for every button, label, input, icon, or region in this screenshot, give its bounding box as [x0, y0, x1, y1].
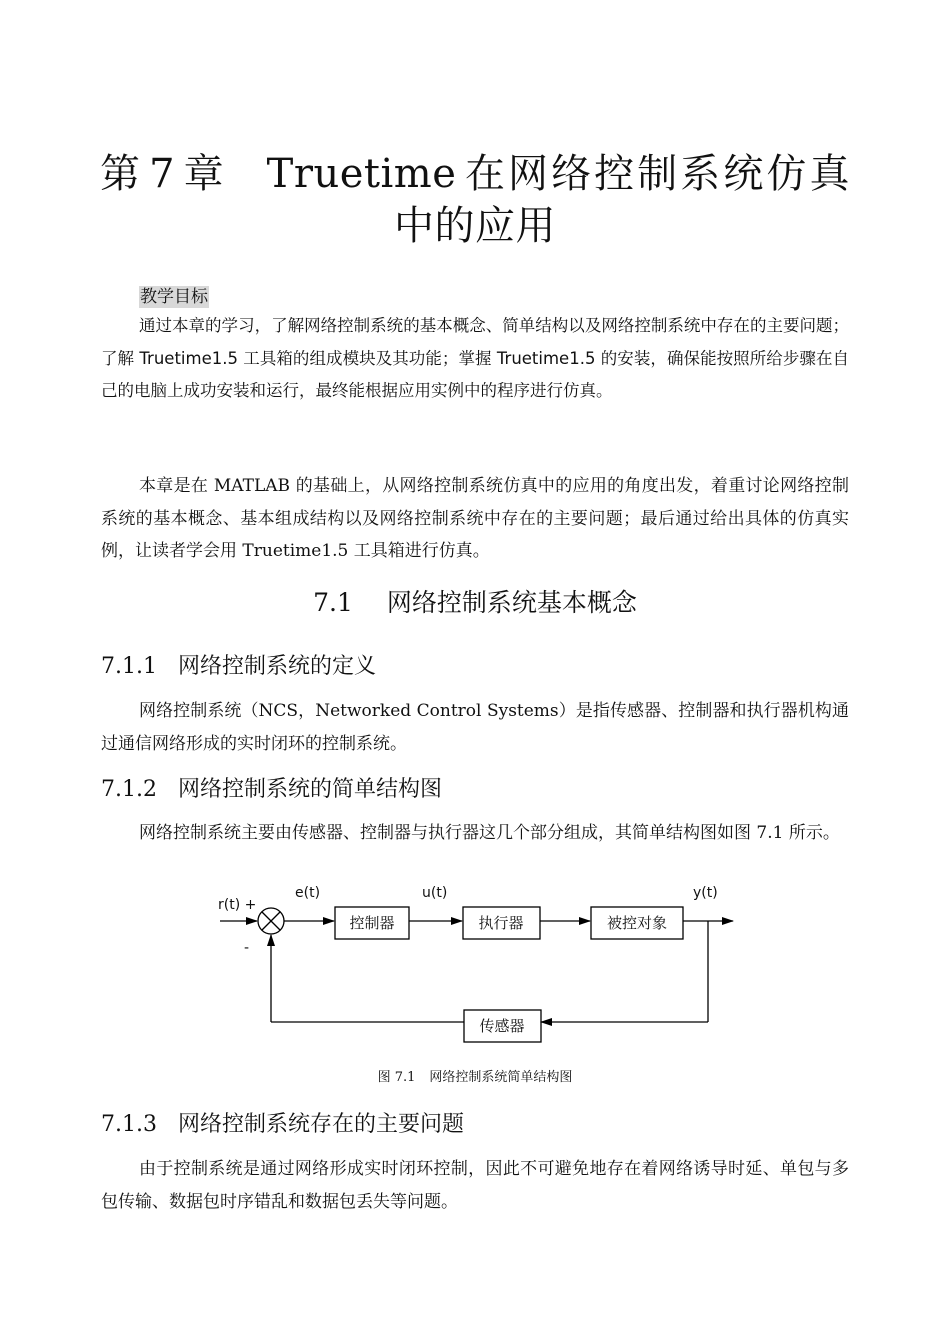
input-label: r(t) + — [218, 897, 257, 913]
section-7-1-1-number: 7.1.1 — [101, 654, 157, 679]
chapter-title — [100, 148, 850, 252]
section-7-1-2-title: 网络控制系统的简单结构图 — [178, 777, 443, 802]
sensor-label: 传感器 — [479, 1017, 525, 1035]
output-label: y(t) — [693, 885, 718, 901]
plant-label: 被控对象 — [606, 914, 668, 932]
intro-text: 本章是在 MATLAB 的基础上，从网络控制系统仿真中的应用的角度出发，着重讨论网络控制系统的基本概念、基本组成结构以及网络控制系统中存在的主要问题；最后通过给出具体的仿真实例，让读者学会用 Truetime1.5 工具箱进行仿真。 — [101, 476, 849, 561]
section-7-1-2-number: 7.1.2 — [101, 777, 157, 802]
section-7-1-title: 网络控制系统基本概念 — [386, 588, 637, 617]
figure-caption — [0, 1066, 950, 1085]
section-7-1-heading — [0, 585, 950, 621]
section-7-1-1-heading — [101, 652, 376, 682]
chapter-suffix: 章 — [181, 151, 227, 197]
minus-label: - — [244, 940, 250, 956]
chapter-title-rest: 在网络控制系统仿真中的应用 — [394, 151, 851, 249]
actuator-label: 执行器 — [478, 914, 524, 932]
figure-caption-title: 网络控制系统简单结构图 — [429, 1070, 573, 1085]
section-7-1-3-number: 7.1.3 — [101, 1112, 157, 1137]
section-7-1-1-title: 网络控制系统的定义 — [178, 654, 377, 679]
chapter-title-latin: Truetime — [266, 151, 457, 197]
chapter-prefix: 第 — [100, 151, 144, 197]
objectives-text: 通过本章的学习，了解网络控制系统的基本概念、简单结构以及网络控制系统中存在的主要问题；了解 Truetime1.5 工具箱的组成模块及其功能；掌握 Truetime1.5 的安装，确保能按照所给步骤在自己的电脑上成功安装和运行，最终能根据应用实例中的程序进行仿真。 — [101, 316, 849, 400]
figure-caption-number: 7.1 — [394, 1070, 416, 1085]
section-7-1-1-text: 网络控制系统（NCS，Networked Control Systems）是指传感器、控制器和执行器机构通过通信网络形成的实时闭环的控制系统。 — [101, 701, 849, 754]
section-7-1-number: 7.1 — [313, 588, 353, 617]
objectives-heading: 教学目标 — [140, 287, 208, 307]
section-7-1-3-heading — [101, 1110, 464, 1140]
chapter-number: 7 — [149, 151, 176, 197]
control-label: u(t) — [422, 885, 448, 901]
ncs-block-diagram — [0, 875, 950, 1050]
controller-label: 控制器 — [349, 914, 395, 932]
figure-caption-prefix: 图 — [377, 1070, 391, 1085]
section-7-1-3-title: 网络控制系统存在的主要问题 — [178, 1112, 465, 1137]
error-label: e(t) — [295, 885, 321, 901]
section-7-1-3-text: 由于控制系统是通过网络形成实时闭环控制，因此不可避免地存在着网络诱导时延、单包与多包传输、数据包时序错乱和数据包丢失等问题。 — [101, 1159, 849, 1212]
section-7-1-2-heading — [101, 775, 442, 805]
section-7-1-2-text: 网络控制系统主要由传感器、控制器与执行器这几个部分组成，其简单结构图如图 7.1 所示。 — [139, 823, 840, 843]
